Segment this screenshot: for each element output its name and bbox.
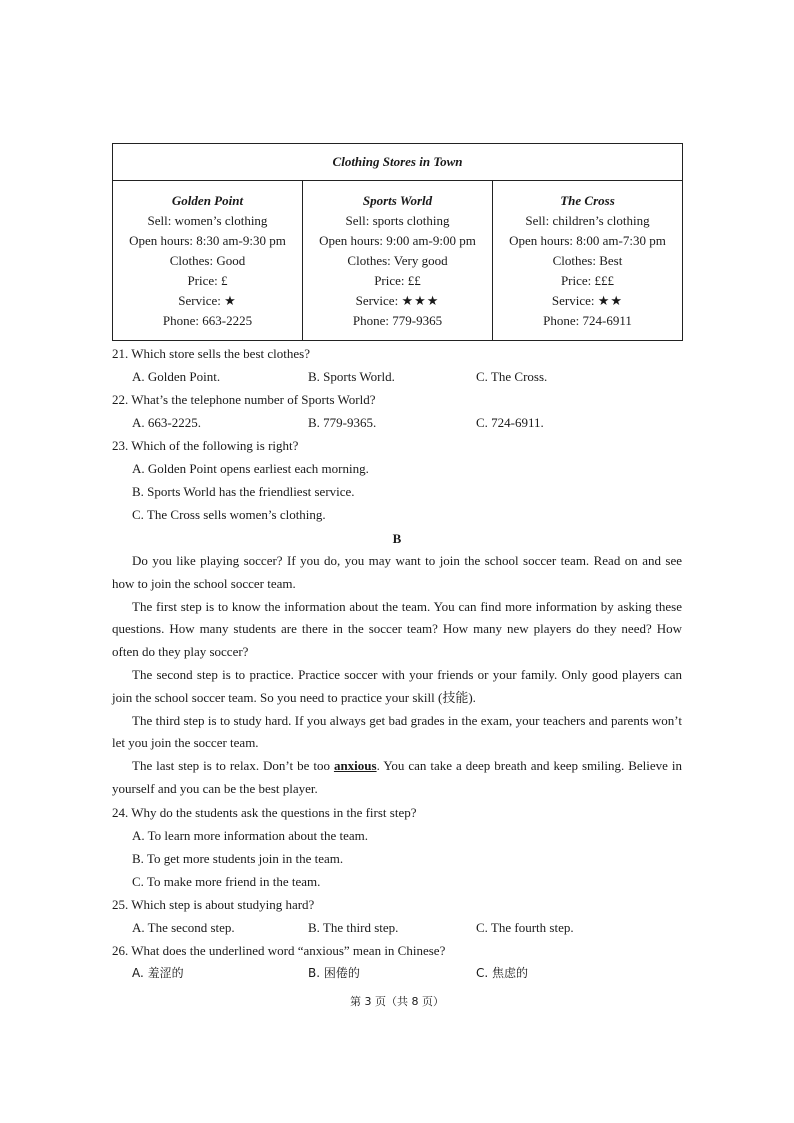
- store-hours: Open hours: 8:30 am-9:30 pm: [129, 233, 286, 248]
- option-c: C. To make more friend in the team.: [132, 873, 321, 889]
- store-name: Sports World: [362, 193, 433, 208]
- store-name: The Cross: [560, 193, 615, 208]
- store-phone: Phone: 724-6911: [543, 313, 632, 328]
- store-sell: Sell: sports clothing: [345, 213, 450, 228]
- passage-paragraph: Do you like playing soccer? If you do, you may want to join the school soccer team. Read on and see how to join the school soccer team.: [112, 553, 682, 591]
- question-23: 23. Which of the following is right?: [112, 438, 299, 453]
- question-22: 22. What’s the telephone number of Sports World?: [112, 392, 376, 407]
- exam-content: [112, 342, 682, 985]
- store-name: Golden Point: [171, 193, 244, 208]
- option-c: C. 焦虑的: [476, 965, 529, 980]
- text-after: . You can take a deep breath and keep smiling. Believe in yourself and you can be the best player.: [112, 758, 682, 796]
- store-sell: Sell: children’s clothing: [525, 213, 650, 228]
- option-a: A. The second step.: [132, 919, 235, 935]
- store-hours: Open hours: 8:00 am-7:30 pm: [509, 233, 666, 248]
- clothing-stores-table: [112, 143, 683, 341]
- passage-paragraph-last: [112, 755, 682, 801]
- store-phone: Phone: 663-2225: [162, 313, 253, 328]
- table-title: Clothing Stores in Town: [332, 154, 463, 169]
- option-a: A. 663-2225.: [132, 415, 201, 430]
- question-25: 25. Which step is about studying hard?: [112, 896, 315, 912]
- option-b: B. The third step.: [308, 919, 399, 935]
- service-label: Service:: [178, 293, 225, 308]
- table-title-cell: [113, 144, 683, 181]
- option-b: B. Sports World.: [308, 369, 395, 384]
- star-rating-icon: ★: [224, 293, 237, 308]
- store-clothes: Clothes: Best: [552, 253, 623, 268]
- store-sell: Sell: women’s clothing: [147, 213, 268, 228]
- question-21-options: [112, 365, 682, 388]
- store-clothes: Clothes: Very good: [347, 253, 448, 268]
- question-24: 24. Why do the students ask the questions in the first step?: [112, 804, 417, 820]
- option-c: C. The Cross.: [476, 369, 548, 384]
- question-25-options: [112, 916, 682, 939]
- question-22-options: [112, 411, 682, 434]
- passage-paragraph: The second step is to practice. Practice soccer with your friends or your family. Only good players can join the school soccer team. So you need to practice your skill (技能).: [112, 666, 682, 705]
- option-b: B. Sports World has the friendliest service.: [132, 484, 355, 499]
- service-label: Service:: [551, 293, 598, 308]
- store-service: [493, 291, 682, 311]
- store-hours: Open hours: 9:00 am-9:00 pm: [319, 233, 476, 248]
- text-before: The last step is to relax. Don’t be too: [132, 758, 334, 774]
- section-label: B: [392, 531, 402, 546]
- option-c: C. The fourth step.: [476, 919, 574, 935]
- page-number-footer: 第 3 页（共 8 页）: [350, 995, 444, 1008]
- passage-paragraph: The first step is to know the information about the team. You can find more information by asking these questions. How many students are there in the soccer team? How many new players do they need? How often do they play soccer?: [112, 598, 682, 660]
- passage-paragraph: The third step is to study hard. If you always get bad grades in the exam, your teachers and parents won’t let you join the soccer team.: [112, 712, 682, 751]
- option-a: A. Golden Point.: [132, 369, 221, 384]
- store-price: Price: £££: [560, 273, 615, 288]
- store-golden-point: [113, 181, 303, 341]
- store-phone: Phone: 779-9365: [352, 313, 443, 328]
- question-26-options: [112, 962, 682, 985]
- store-service: [303, 291, 492, 311]
- underlined-word: anxious: [333, 758, 377, 774]
- store-service: [113, 291, 302, 311]
- service-label: Service:: [355, 293, 402, 308]
- option-c: C. The Cross sells women’s clothing.: [132, 507, 326, 522]
- option-c: C. 724-6911.: [476, 415, 544, 430]
- star-rating-icon: ★★★: [401, 293, 440, 308]
- option-a: A. To learn more information about the team.: [132, 827, 369, 843]
- store-price: Price: ££: [374, 273, 421, 288]
- question-26: 26. What does the underlined word “anxious” mean in Chinese?: [112, 942, 446, 958]
- store-sports-world: [303, 181, 493, 341]
- option-b: B. To get more students join in the team.: [132, 850, 344, 866]
- option-a: A. 羞涩的: [132, 965, 184, 980]
- store-the-cross: [493, 181, 683, 341]
- store-clothes: Clothes: Good: [169, 253, 246, 268]
- option-b: B. 困倦的: [308, 965, 360, 980]
- question-21: 21. Which store sells the best clothes?: [112, 346, 310, 361]
- option-b: B. 779-9365.: [308, 415, 377, 430]
- option-a: A. Golden Point opens earliest each morning.: [132, 461, 369, 476]
- store-price: Price: £: [187, 273, 228, 288]
- star-rating-icon: ★★: [597, 293, 624, 308]
